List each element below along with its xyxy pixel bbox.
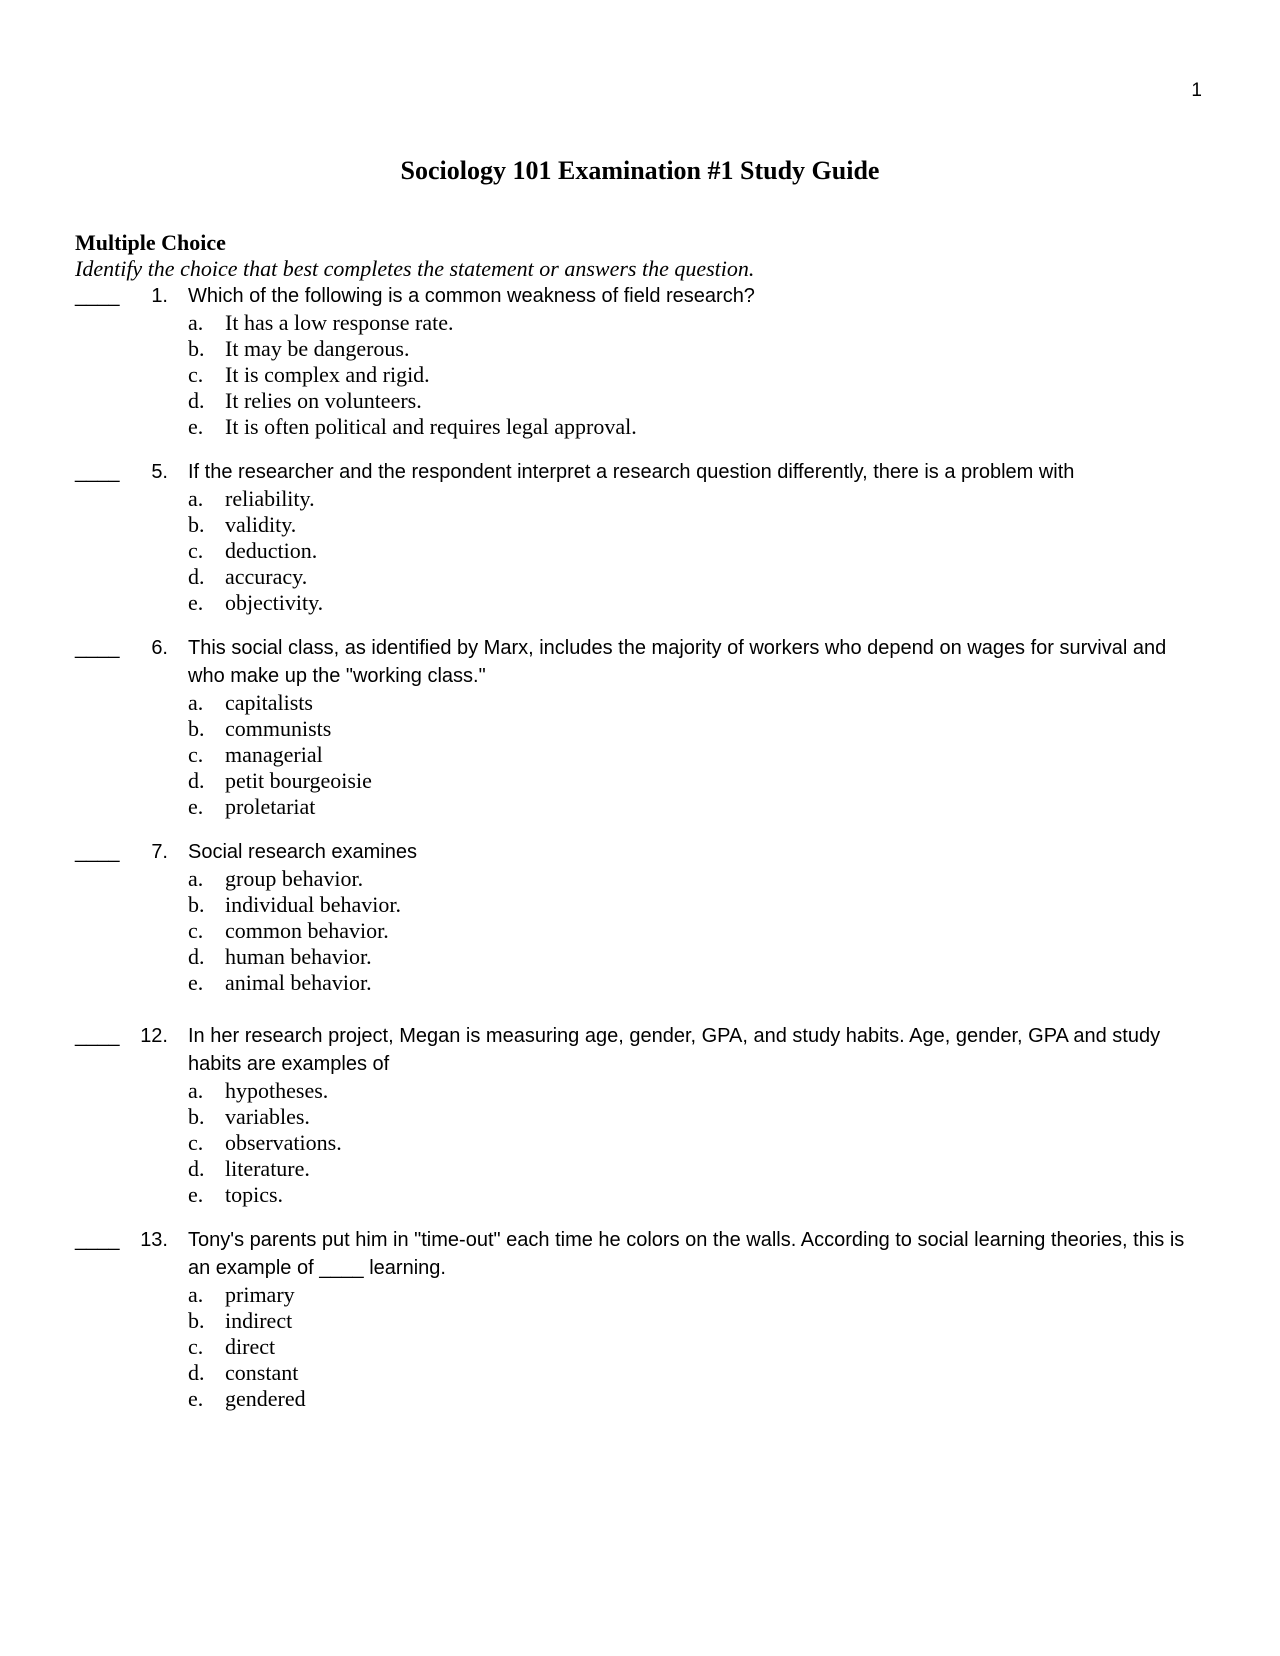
question-text: Which of the following is a common weakness of field research? — [188, 285, 755, 307]
choice-text: indirect — [225, 1308, 293, 1333]
choice-d[interactable] — [188, 944, 1205, 970]
question-6 — [75, 634, 1205, 820]
choice-list — [188, 1282, 1205, 1412]
question-number: 12. — [140, 1025, 168, 1047]
choice-d[interactable] — [188, 768, 1205, 794]
page-title: Sociology 101 Examination #1 Study Guide — [400, 156, 880, 185]
choice-a[interactable] — [188, 486, 1205, 512]
exam-content — [75, 230, 1205, 1412]
question-text: Social research examines — [188, 841, 417, 863]
choice-list — [188, 310, 1205, 440]
choice-text: proletariat — [225, 794, 316, 819]
question-number: 6. — [151, 637, 168, 659]
choice-letter: b. — [188, 1308, 205, 1333]
choice-list — [188, 866, 1205, 996]
choice-letter: c. — [188, 1334, 204, 1359]
choice-letter: d. — [188, 388, 205, 413]
choice-text: It is often political and requires legal approval. — [225, 414, 637, 439]
choice-text: observations. — [225, 1130, 342, 1155]
choice-text: communists — [225, 716, 332, 741]
question-7 — [75, 838, 1205, 996]
choice-letter: c. — [188, 538, 204, 563]
choice-letter: c. — [188, 918, 204, 943]
choice-letter: a. — [188, 1078, 204, 1103]
choice-text: petit bourgeoisie — [225, 768, 372, 793]
choice-letter: b. — [188, 892, 205, 917]
choice-d[interactable] — [188, 564, 1205, 590]
choice-c[interactable] — [188, 538, 1205, 564]
choice-text: reliability. — [225, 486, 315, 511]
choice-letter: a. — [188, 866, 204, 891]
choice-letter: d. — [188, 1360, 205, 1385]
choice-d[interactable] — [188, 1156, 1205, 1182]
question-text: If the researcher and the respondent interpret a research question differently, there is a problem with — [188, 461, 1075, 483]
choice-text: validity. — [225, 512, 297, 537]
choice-letter: d. — [188, 768, 205, 793]
choice-text: common behavior. — [225, 918, 389, 943]
choice-text: hypotheses. — [225, 1078, 329, 1103]
question-number: 7. — [151, 841, 168, 863]
choice-a[interactable] — [188, 1282, 1205, 1308]
choice-text: group behavior. — [225, 866, 364, 891]
choice-list — [188, 486, 1205, 616]
question-number: 5. — [151, 461, 168, 483]
choice-text: deduction. — [225, 538, 318, 563]
choice-text: It is complex and rigid. — [225, 362, 430, 387]
choice-list — [188, 1078, 1205, 1208]
choice-e[interactable] — [188, 1182, 1205, 1208]
choice-text: literature. — [225, 1156, 310, 1181]
choice-b[interactable] — [188, 892, 1205, 918]
choice-letter: b. — [188, 512, 205, 537]
choice-text: variables. — [225, 1104, 310, 1129]
choice-letter: d. — [188, 1156, 205, 1181]
choice-letter: a. — [188, 1282, 204, 1307]
choice-d[interactable] — [188, 388, 1205, 414]
choice-letter: c. — [188, 742, 204, 767]
choice-letter: a. — [188, 486, 204, 511]
choice-list — [188, 690, 1205, 820]
choice-b[interactable] — [188, 336, 1205, 362]
choice-letter: b. — [188, 1104, 205, 1129]
choice-e[interactable] — [188, 794, 1205, 820]
question-text: Tony's parents put him in "time-out" each time he colors on the walls. According to social learning theories, this is an example of ____ learning. — [188, 1229, 1185, 1279]
answer-blank[interactable]: ____ — [75, 1229, 120, 1251]
choice-a[interactable] — [188, 690, 1205, 716]
choice-letter: d. — [188, 564, 205, 589]
choice-c[interactable] — [188, 918, 1205, 944]
choice-text: managerial — [225, 742, 323, 767]
choice-letter: b. — [188, 716, 205, 741]
choice-b[interactable] — [188, 1308, 1205, 1334]
choice-a[interactable] — [188, 866, 1205, 892]
question-5 — [75, 458, 1205, 616]
choice-text: individual behavior. — [225, 892, 401, 917]
choice-c[interactable] — [188, 1130, 1205, 1156]
choice-text: direct — [225, 1334, 276, 1359]
choice-a[interactable] — [188, 1078, 1205, 1104]
choice-letter: a. — [188, 690, 204, 715]
answer-blank[interactable]: ____ — [75, 1025, 120, 1047]
choice-text: It may be dangerous. — [225, 336, 410, 361]
choice-letter: d. — [188, 944, 205, 969]
question-text: This social class, as identified by Marx, includes the majority of workers who depend on wages for survival and who make up the "working class." — [188, 637, 1167, 687]
choice-e[interactable] — [188, 590, 1205, 616]
choice-letter: e. — [188, 970, 204, 995]
question-text: In her research project, Megan is measuring age, gender, GPA, and study habits. Age, gender, GPA and study habits are examples of — [188, 1025, 1161, 1075]
choice-text: accuracy. — [225, 564, 308, 589]
question-number: 1. — [151, 285, 168, 307]
choice-letter: e. — [188, 1386, 204, 1411]
question-1 — [75, 282, 1205, 440]
choice-letter: a. — [188, 310, 204, 335]
choice-c[interactable] — [188, 362, 1205, 388]
choice-text: It has a low response rate. — [225, 310, 454, 335]
choice-text: capitalists — [225, 690, 313, 715]
question-13 — [75, 1226, 1205, 1412]
choice-text: topics. — [225, 1182, 284, 1207]
answer-blank[interactable]: ____ — [75, 461, 120, 483]
page-number: 1 — [1191, 80, 1202, 101]
answer-blank[interactable]: ____ — [75, 285, 120, 307]
choice-c[interactable] — [188, 1334, 1205, 1360]
section-instructions: Identify the choice that best completes the statement or answers the question. — [75, 256, 755, 281]
choice-d[interactable] — [188, 1360, 1205, 1386]
choice-letter: e. — [188, 590, 204, 615]
choice-e[interactable] — [188, 1386, 1205, 1412]
answer-blank[interactable]: ____ — [75, 637, 120, 659]
choice-a[interactable] — [188, 310, 1205, 336]
choice-b[interactable] — [188, 1104, 1205, 1130]
choice-text: objectivity. — [225, 590, 324, 615]
choice-text: animal behavior. — [225, 970, 372, 995]
choice-e[interactable] — [188, 970, 1205, 996]
choice-text: human behavior. — [225, 944, 372, 969]
answer-blank[interactable]: ____ — [75, 841, 120, 863]
choice-letter: e. — [188, 794, 204, 819]
choice-text: gendered — [225, 1386, 306, 1411]
choice-letter: e. — [188, 1182, 204, 1207]
question-number: 13. — [140, 1229, 168, 1251]
choice-e[interactable] — [188, 414, 1205, 440]
choice-letter: c. — [188, 362, 204, 387]
choice-b[interactable] — [188, 716, 1205, 742]
choice-letter: b. — [188, 336, 205, 361]
choice-text: primary — [225, 1282, 295, 1307]
choice-text: constant — [225, 1360, 299, 1385]
question-12 — [75, 1022, 1205, 1208]
choice-c[interactable] — [188, 742, 1205, 768]
choice-letter: e. — [188, 414, 204, 439]
section-heading: Multiple Choice — [75, 230, 226, 255]
choice-b[interactable] — [188, 512, 1205, 538]
choice-text: It relies on volunteers. — [225, 388, 422, 413]
choice-letter: c. — [188, 1130, 204, 1155]
